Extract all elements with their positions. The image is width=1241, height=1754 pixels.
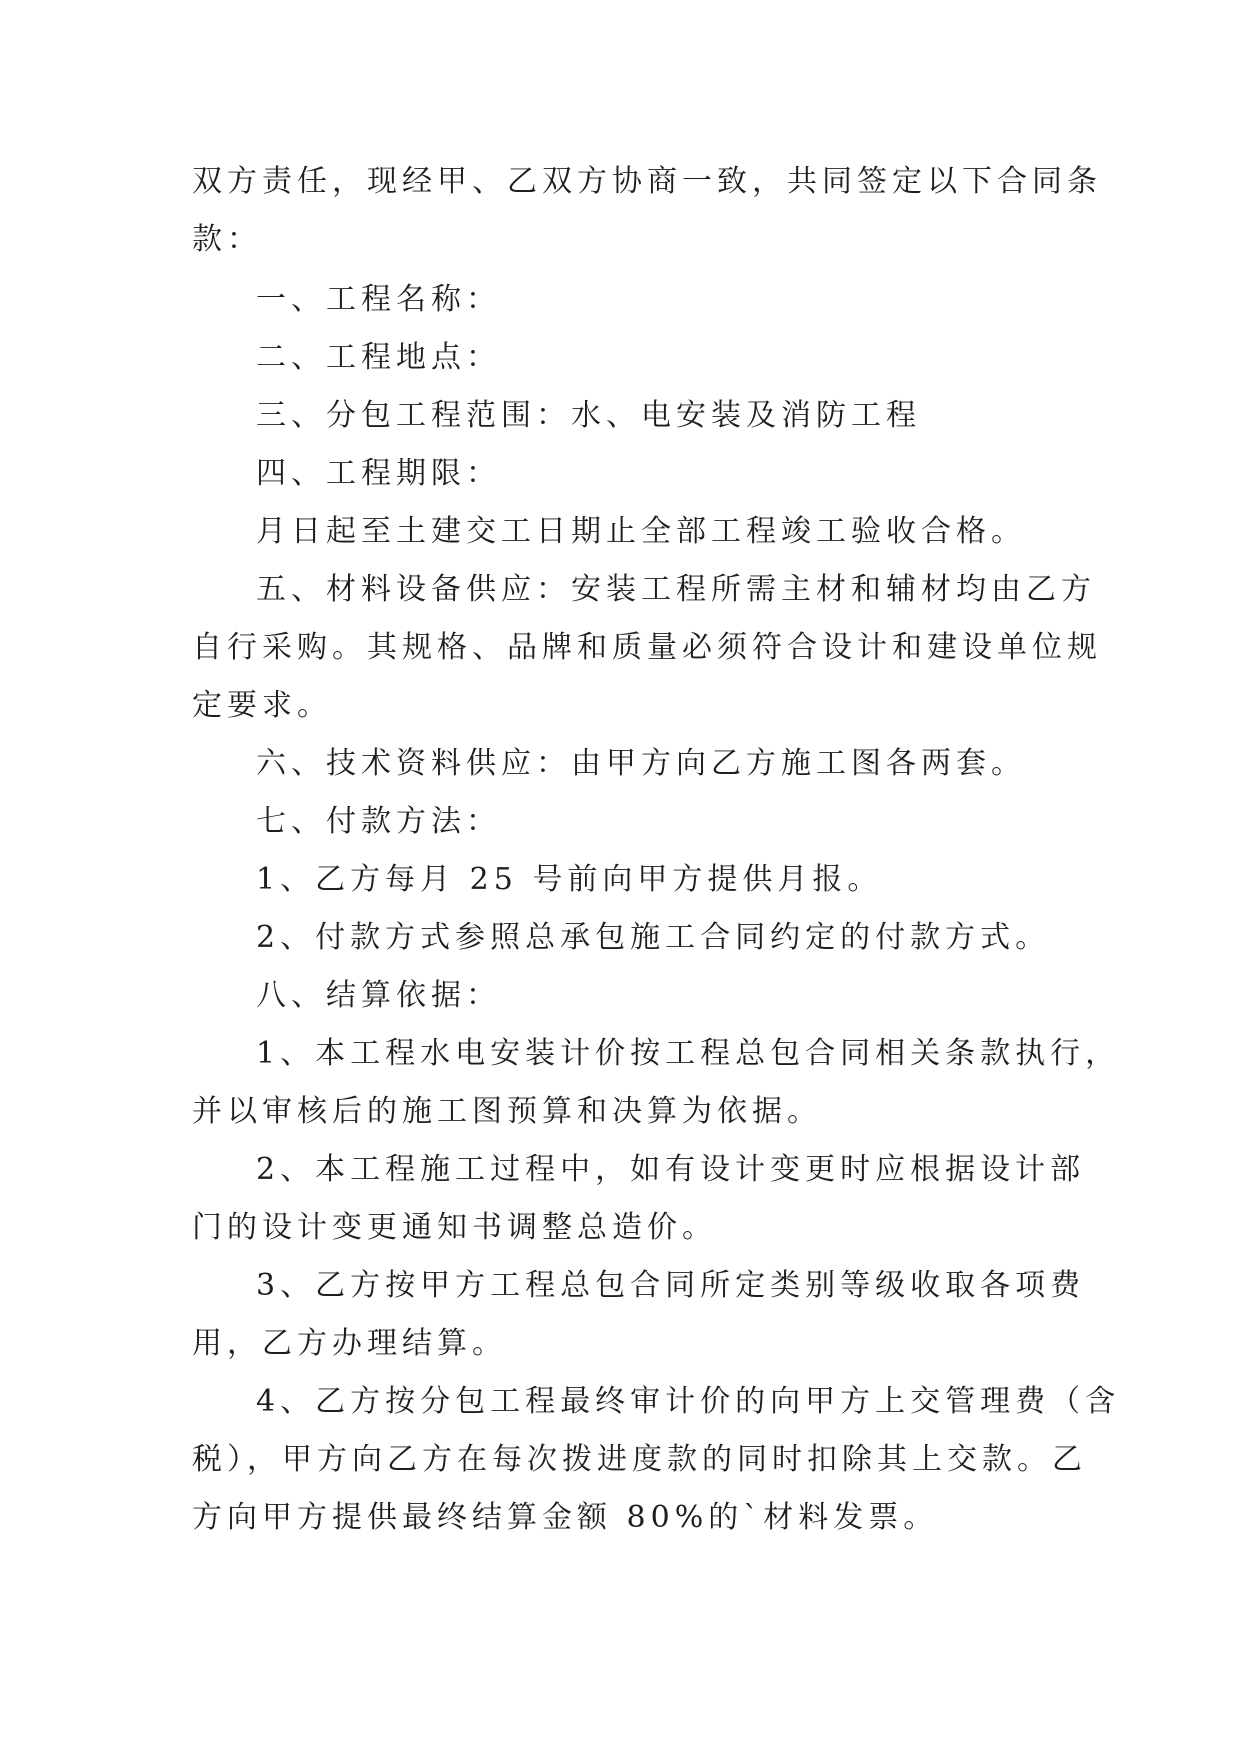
list-item: 1、乙方每月 25 号前向甲方提供月报。 <box>256 862 883 897</box>
list-item: 3、乙方按甲方工程总包合同所定类别等级收取各项费 <box>256 1268 1086 1303</box>
clause-heading: 七、付款方法： <box>256 804 501 839</box>
clause-heading: 一、工程名称： <box>256 282 501 317</box>
text-line: 税），甲方向乙方在每次拨进度款的同时扣除其上交款。乙 <box>192 1442 1087 1477</box>
text-line: 定要求。 <box>192 688 332 723</box>
text-line: 用，乙方办理结算。 <box>192 1326 507 1361</box>
clause-heading: 三、分包工程范围：水、电安装及消防工程 <box>256 398 921 433</box>
text-line: 双方责任，现经甲、乙双方协商一致，共同签定以下合同条 <box>192 164 1102 199</box>
text-line: 自行采购。其规格、品牌和质量必须符合设计和建设单位规 <box>192 630 1102 665</box>
clause-heading: 六、技术资料供应：由甲方向乙方施工图各两套。 <box>256 746 1026 781</box>
text-line: 方向甲方提供最终结算金额 80%的`材料发票。 <box>192 1500 939 1535</box>
list-item: 2、本工程施工过程中，如有设计变更时应根据设计部 <box>256 1152 1086 1187</box>
list-item: 4、乙方按分包工程最终审计价的向甲方上交管理费（含 <box>256 1384 1121 1419</box>
text-line: 并以审核后的施工图预算和决算为依据。 <box>192 1094 822 1129</box>
list-item: 2、付款方式参照总承包施工合同约定的付款方式。 <box>256 920 1051 955</box>
clause-heading: 八、结算依据： <box>256 978 501 1013</box>
text-line: 门的设计变更通知书调整总造价。 <box>192 1210 717 1245</box>
clause-heading: 四、工程期限： <box>256 456 501 491</box>
clause-heading: 五、材料设备供应：安装工程所需主材和辅材均由乙方 <box>256 572 1096 607</box>
list-item: 1、本工程水电安装计价按工程总包合同相关条款执行， <box>256 1036 1121 1071</box>
text-line: 月日起至土建交工日期止全部工程竣工验收合格。 <box>256 514 1026 549</box>
text-line: 款： <box>192 222 262 257</box>
clause-heading: 二、工程地点： <box>256 340 501 375</box>
